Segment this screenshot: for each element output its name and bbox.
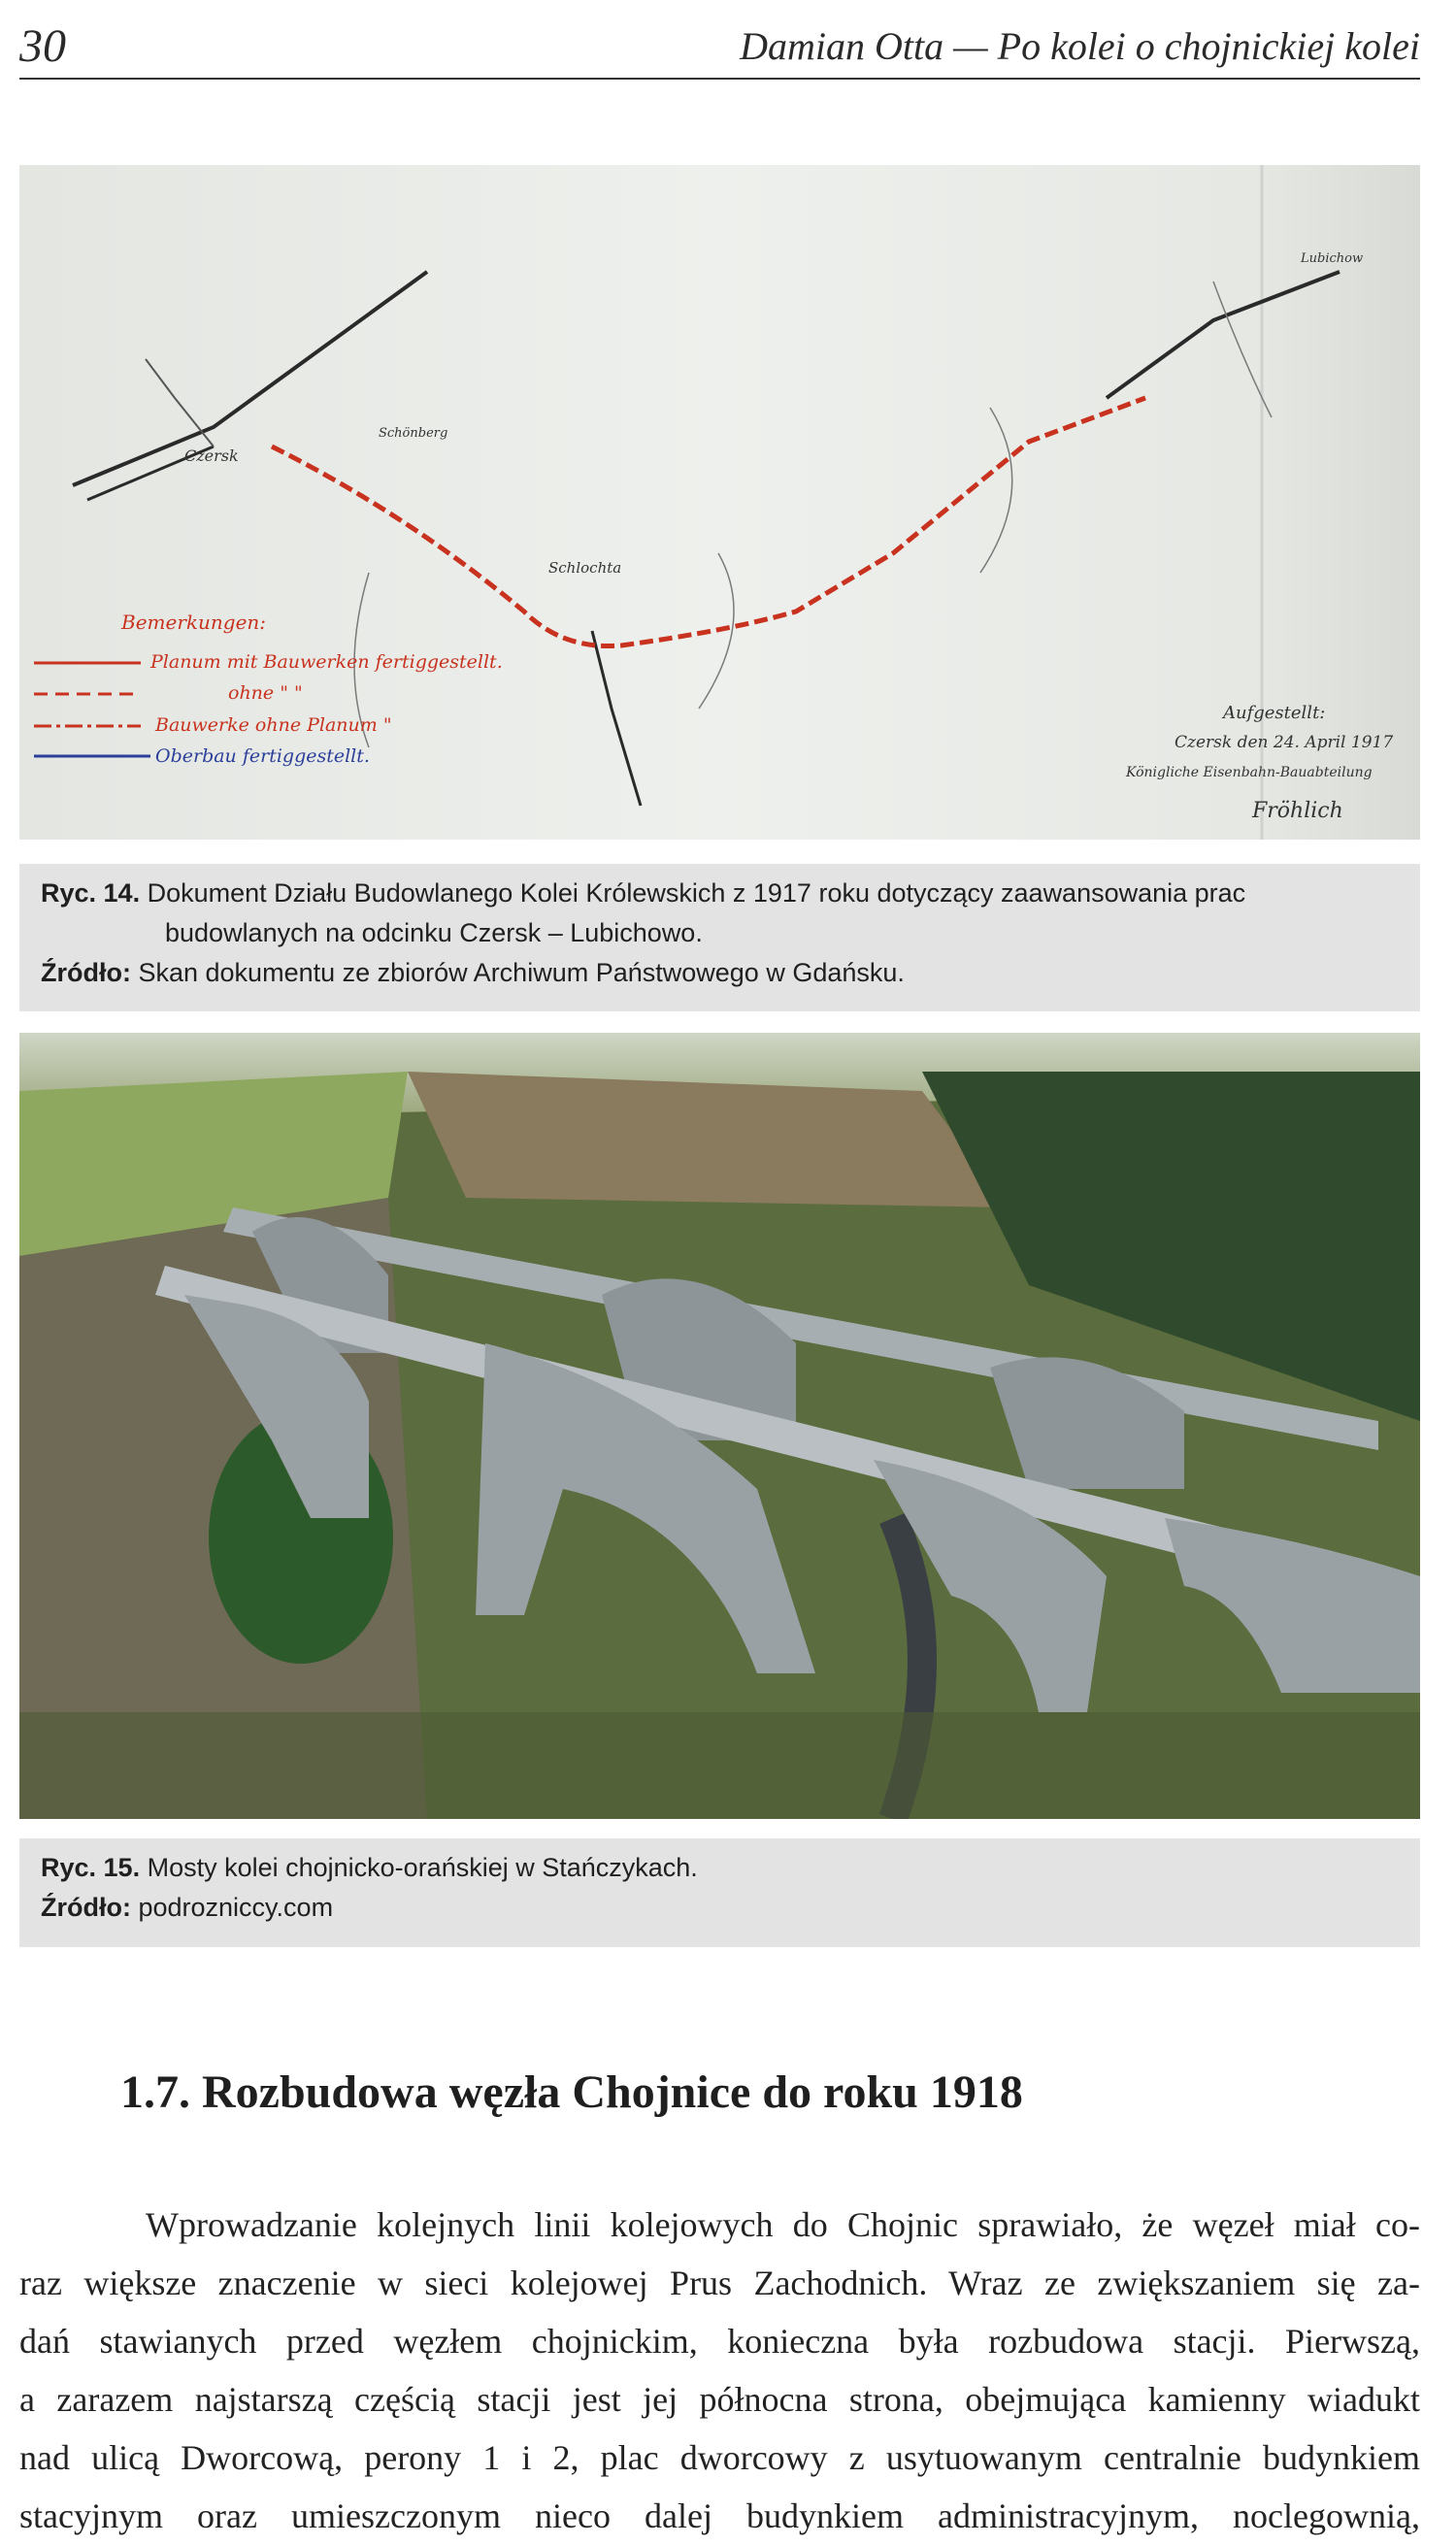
caption-line: budowlanych na odcinku Czersk – Lubichowo. [165, 918, 703, 947]
stamp-line-2: Czersk den 24. April 1917 [1175, 733, 1394, 752]
bridges-photo [19, 1033, 1420, 1819]
caption-line [41, 874, 1399, 913]
body-paragraph [19, 2196, 1420, 2545]
body-line: stacyjnym oraz umieszczonym nieco dalej budynkiem administracyjnym, noclegownią, [19, 2496, 1420, 2535]
caption-source [41, 953, 1399, 993]
source-text: Skan dokumentu ze zbiorów Archiwum Państwowego w Gdańsku. [130, 958, 905, 987]
stamp-line-1: Aufgestellt: [1223, 703, 1326, 723]
page-number: 30 [19, 20, 66, 72]
figure-14-caption [19, 864, 1420, 1011]
legend-item-2: ohne " " [228, 682, 303, 704]
map-drawing [19, 165, 1420, 840]
legend-heading: Bemerkungen: [121, 611, 267, 634]
legend-item-3: Bauwerke ohne Planum " [155, 714, 392, 736]
figure-15-photo [19, 1033, 1420, 1819]
page-header [19, 16, 1420, 80]
caption-text: Mosty kolei chojnicko-orańskiej w Stańczykach. [140, 1853, 698, 1882]
label-schonberg: Schönberg [379, 426, 448, 441]
caption-label: Ryc. 15. [41, 1853, 141, 1882]
body-line: nad ulicą Dworcową, perony 1 i 2, plac dworcowy z usytuowanym centralnie budynkiem [19, 2438, 1420, 2477]
caption-source [41, 1888, 1399, 1928]
source-text: podrozniccy.com [130, 1893, 334, 1922]
label-schlochta: Schlochta [548, 559, 622, 577]
stamp-line-3: Königliche Eisenbahn-Bauabteilung [1126, 765, 1373, 780]
source-label: Źródło: [41, 1893, 131, 1922]
body-line: dań stawianych przed węzłem chojnickim, konieczna była rozbudowa stacji. Pierwszą, [19, 2322, 1420, 2361]
signature: Fröhlich [1252, 799, 1343, 823]
body-line: raz większe znaczenie w sieci kolejowej Prus Zachodnich. Wraz ze zwiększaniem się za- [19, 2264, 1420, 2302]
caption-line [41, 1848, 1399, 1888]
legend-item-1: Planum mit Bauwerken fertiggestellt. [150, 651, 503, 673]
source-label: Źródło: [41, 958, 131, 987]
foreground-trees [19, 1712, 1420, 1819]
label-czersk: Czersk [184, 446, 239, 465]
caption-label: Ryc. 14. [41, 878, 141, 908]
plowed-field [408, 1072, 1009, 1207]
caption-text: Dokument Działu Budowlanego Kolei Królewskich z 1917 roku dotyczący zaawansowania prac [140, 878, 1246, 908]
body-line: Wprowadzanie kolejnych linii kolejowych do Chojnic sprawiało, że węzeł miał co- [146, 2205, 1420, 2244]
section-title: 1.7. Rozbudowa węzła Chojnice do roku 1918 [120, 2066, 1023, 2118]
legend-item-4: Oberbau fertiggestellt. [155, 745, 370, 767]
body-line: a zarazem najstarszą częścią stacji jest jej północna strona, obejmująca kamienny wiadukt [19, 2380, 1420, 2419]
running-title: Damian Otta — Po kolei o chojnickiej kolei [740, 24, 1420, 68]
figure-14-map-scan [19, 165, 1420, 840]
label-lubichow: Lubichow [1301, 251, 1364, 266]
figure-15-caption [19, 1838, 1420, 1947]
